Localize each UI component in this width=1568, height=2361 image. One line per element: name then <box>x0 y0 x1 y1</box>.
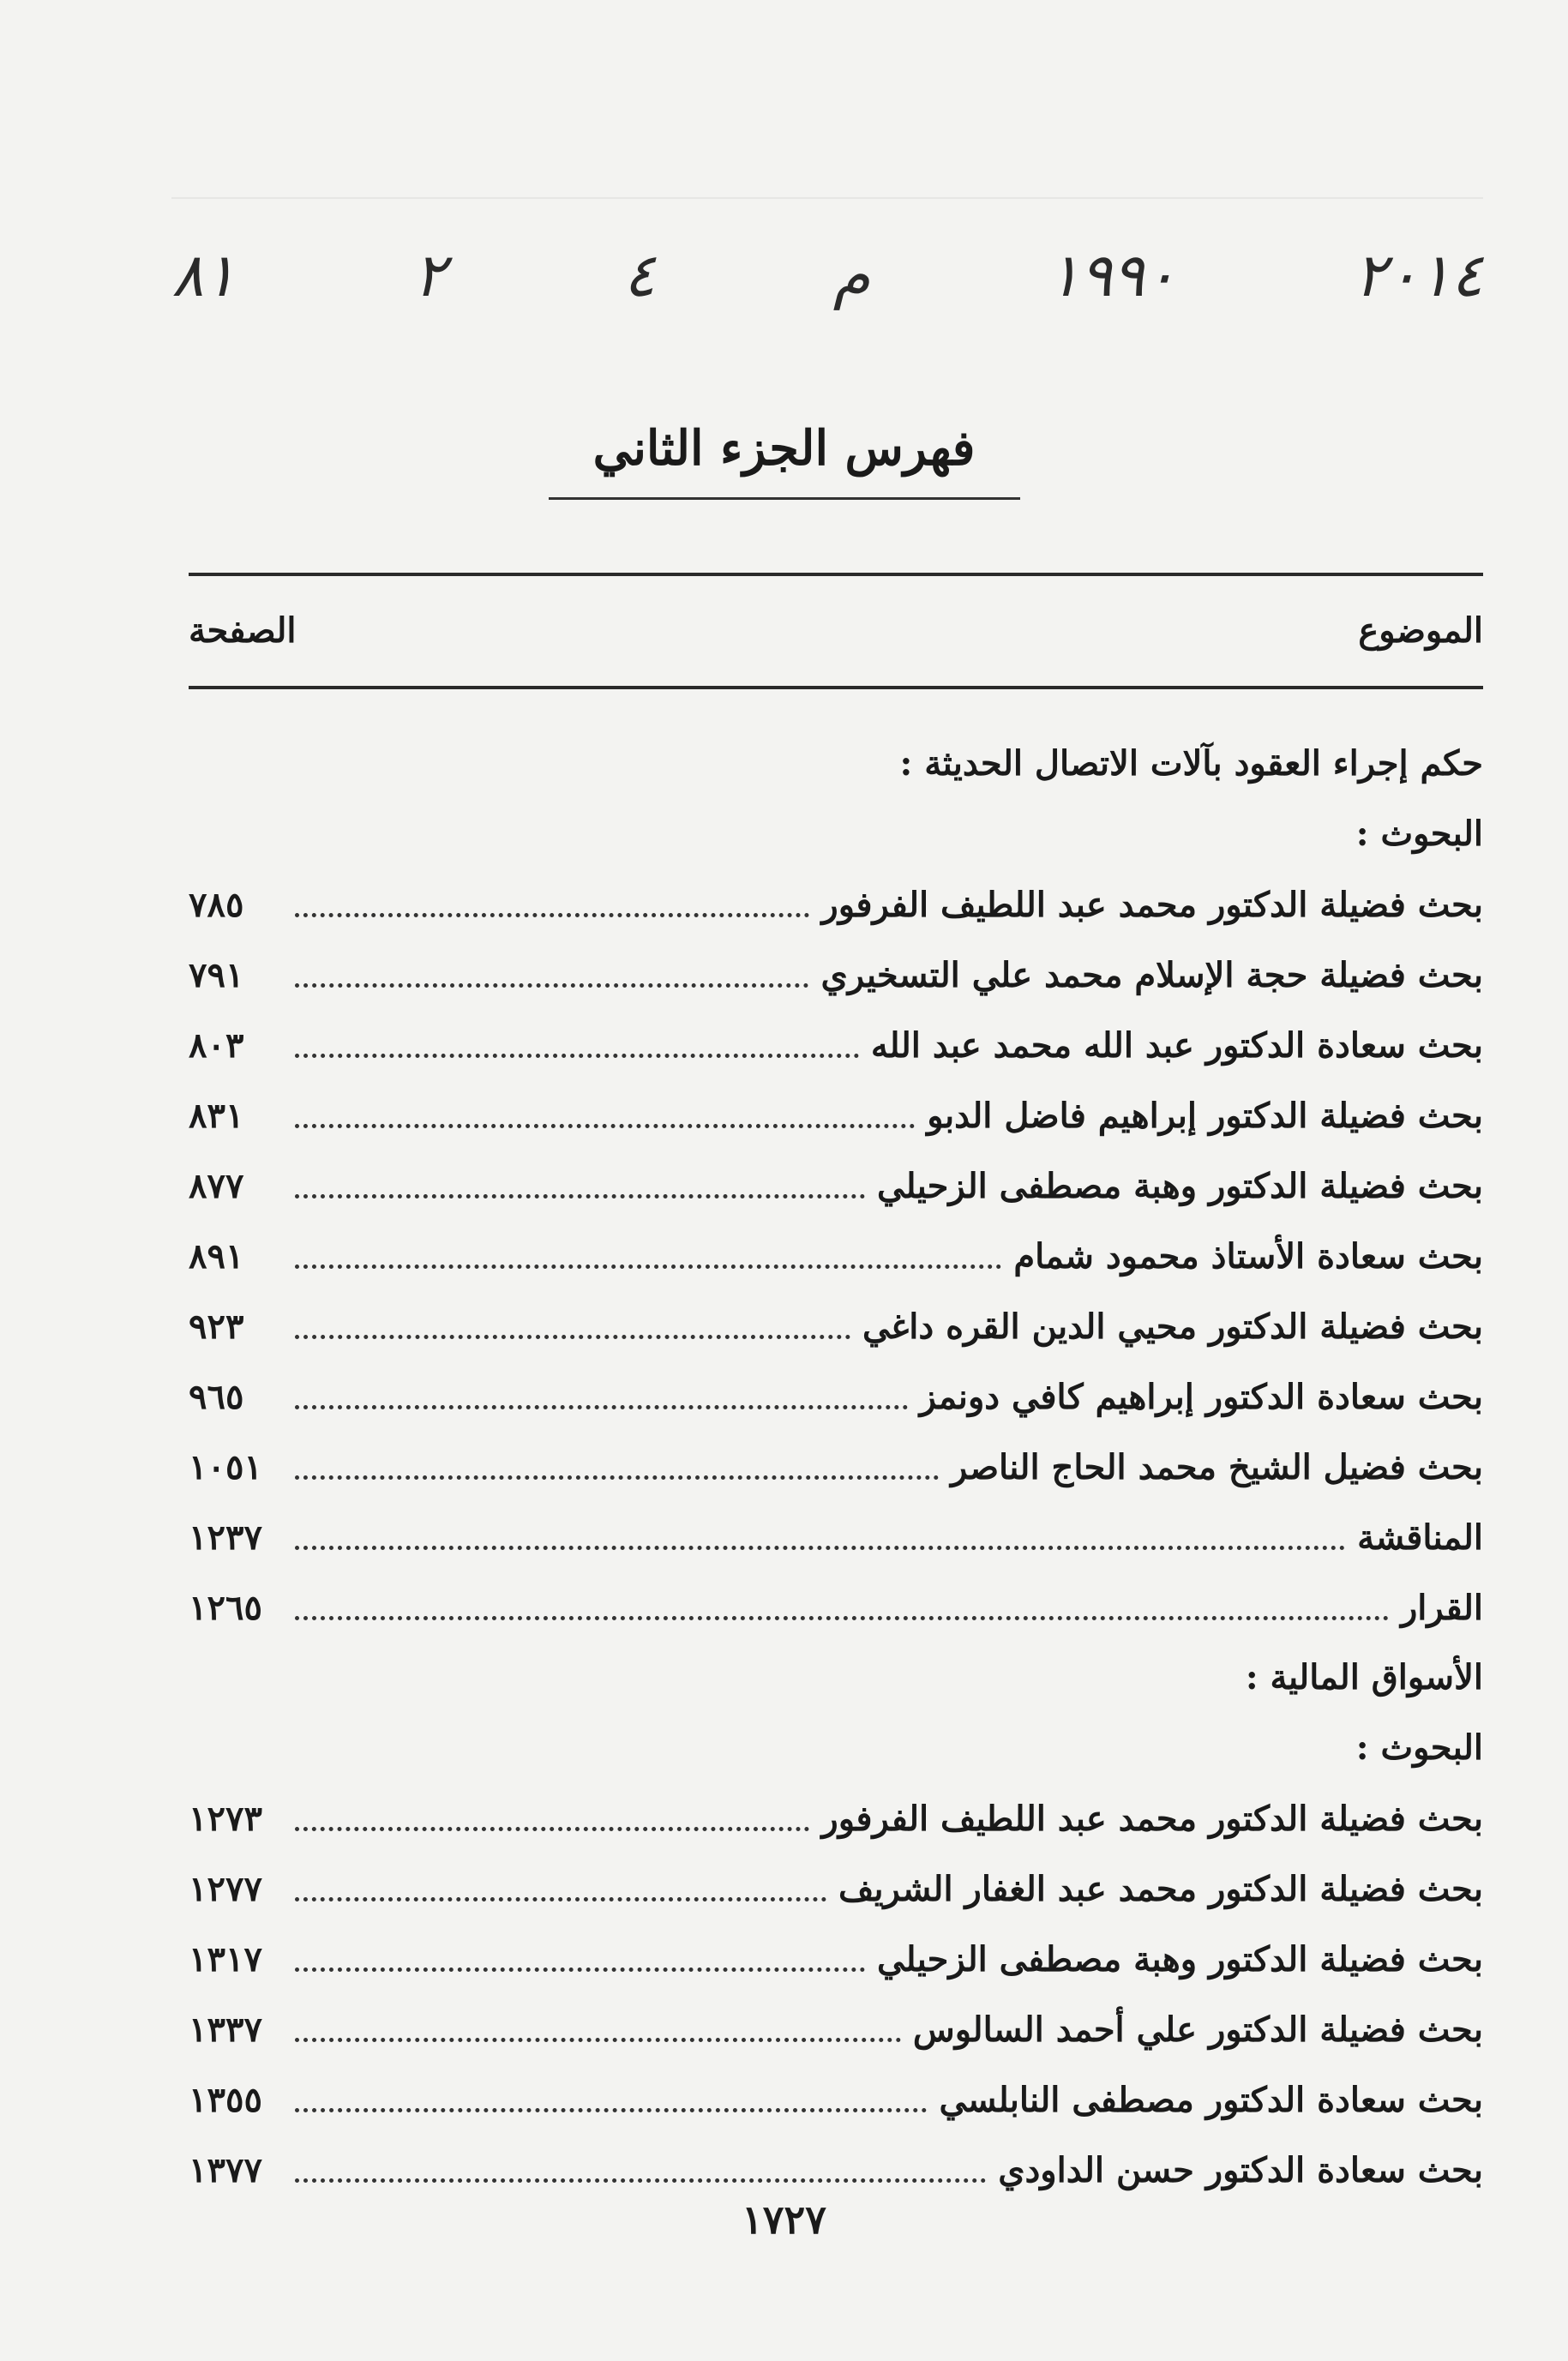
toc-entry-page: ١٢٧٣ <box>189 1798 262 1839</box>
dot-leader <box>295 2038 901 2042</box>
toc-entry <box>189 1994 1483 2064</box>
toc-entry-title: بحث سعادة الدكتور مصطفى النابلسي <box>939 2079 1483 2120</box>
section-heading: الأسواق المالية : <box>1245 1657 1483 1697</box>
toc-entry <box>189 1150 1483 1221</box>
page-column-header: الصفحة <box>189 610 297 651</box>
toc-entry-page: ٨٩١ <box>189 1235 244 1277</box>
handwritten-note-part: ٨١ <box>171 240 237 310</box>
handwritten-note-part: ١٩٩٠ <box>1048 240 1177 310</box>
toc-entry-page: ١٣١٧ <box>189 1938 262 1980</box>
dot-leader <box>295 1827 809 1831</box>
toc-entry-title: بحث فضيل الشيخ محمد الحاج الناصر <box>951 1446 1483 1487</box>
toc-entry-page: ١٢٣٧ <box>189 1517 262 1558</box>
toc-entry <box>189 869 1483 940</box>
section-subheading: البحوث : <box>1355 814 1483 854</box>
toc-entry-title: بحث سعادة الأستاذ محمود شمام <box>1013 1235 1483 1277</box>
handwritten-note-part: ٢٠١٤ <box>1354 240 1483 310</box>
dot-leader <box>295 913 809 917</box>
toc-entry-page: ١٣٥٥ <box>189 2079 262 2120</box>
toc-entry-title: بحث فضيلة الدكتور محمد عبد الغفار الشريف <box>838 1868 1483 1909</box>
toc-entry-page: ٨٣١ <box>189 1095 244 1136</box>
toc-entry-page: ١٠٥١ <box>189 1446 262 1487</box>
toc-entry-title: بحث فضيلة الدكتور محيي الدين القره داغي <box>862 1306 1483 1347</box>
toc-entry <box>189 2135 1483 2205</box>
toc-entry-title: بحث فضيلة حجة الإسلام محمد علي التسخيري <box>820 954 1483 995</box>
page-number: ١٧٢٧ <box>742 2196 826 2243</box>
section-subheading: البحوث : <box>1355 1727 1483 1768</box>
dot-leader <box>295 1405 908 1409</box>
toc-entry-page: ١٣٧٧ <box>189 2149 262 2190</box>
toc-entry-title: بحث فضيلة الدكتور محمد عبد اللطيف الفرفور <box>821 1798 1483 1839</box>
dot-leader <box>295 1616 1389 1620</box>
toc-entry-title: بحث فضيلة الدكتور علي أحمد السالوس <box>912 2009 1483 2050</box>
toc-entry-title: بحث سعادة الدكتور حسن الداودي <box>998 2149 1483 2190</box>
handwritten-note-part: ٤ <box>623 240 656 310</box>
toc-entry <box>189 1924 1483 1994</box>
dot-leader <box>295 1265 1001 1269</box>
toc-entry <box>189 1502 1483 1572</box>
dot-leader <box>295 1968 865 1972</box>
dot-leader <box>295 2178 986 2183</box>
toc-entry <box>189 1291 1483 1361</box>
toc-entry-page: ٨٠٣ <box>189 1024 244 1066</box>
title-underline <box>549 497 1020 500</box>
toc-entry <box>189 1572 1483 1643</box>
toc-entry-title: بحث سعادة الدكتور إبراهيم كافي دونمز <box>919 1376 1483 1417</box>
toc-entry-page: ١٢٧٧ <box>189 1868 262 1909</box>
handwritten-note-part: م <box>832 240 871 310</box>
topic-column-header: الموضوع <box>1358 610 1483 651</box>
toc-entry <box>189 1080 1483 1150</box>
page-title: فهرس الجزء الثاني <box>592 420 976 477</box>
toc-entry-title: المناقشة <box>1357 1517 1483 1558</box>
toc-entry-title: بحث سعادة الدكتور عبد الله محمد عبد الله <box>870 1024 1483 1066</box>
dot-leader <box>295 983 808 988</box>
toc-entry <box>189 1010 1483 1080</box>
toc-entry <box>189 940 1483 1010</box>
toc-entry-page: ٩٦٥ <box>189 1376 244 1417</box>
toc-content <box>189 729 1483 2205</box>
toc-entry-page: ٧٨٥ <box>189 884 244 925</box>
toc-entry <box>189 1221 1483 1291</box>
toc-entry <box>189 1361 1483 1432</box>
toc-entry-page: ١٢٦٥ <box>189 1587 262 1628</box>
toc-entry-page: ٨٧٧ <box>189 1165 244 1206</box>
dot-leader <box>295 1546 1345 1550</box>
toc-entry <box>189 2064 1483 2135</box>
toc-entry <box>189 1432 1483 1502</box>
handwritten-note <box>171 240 1483 310</box>
header-top-rule <box>189 573 1483 576</box>
toc-entry-title: بحث فضيلة الدكتور إبراهيم فاضل الدبو <box>927 1095 1483 1136</box>
header-bottom-rule <box>189 686 1483 689</box>
dot-leader <box>295 1335 850 1339</box>
table-header <box>189 600 1483 660</box>
dot-leader <box>295 1475 939 1480</box>
handwritten-note-part: ٢ <box>413 240 446 310</box>
dot-leader <box>295 1194 865 1199</box>
bleed-through-line <box>171 197 1483 199</box>
dot-leader <box>295 2108 927 2112</box>
toc-entry <box>189 1783 1483 1853</box>
toc-entry-title: بحث فضيلة الدكتور وهبة مصطفى الزحيلي <box>877 1938 1483 1980</box>
toc-entry-title: بحث فضيلة الدكتور وهبة مصطفى الزحيلي <box>877 1165 1483 1206</box>
toc-entry-page: ٩٢٣ <box>189 1306 244 1347</box>
section-heading: حكم إجراء العقود بآلات الاتصال الحديثة : <box>899 743 1483 784</box>
toc-entry-page: ١٣٣٧ <box>189 2009 262 2050</box>
toc-entry-page: ٧٩١ <box>189 954 244 995</box>
dot-leader <box>295 1054 859 1058</box>
dot-leader <box>295 1897 826 1901</box>
dot-leader <box>295 1124 915 1128</box>
toc-entry <box>189 1853 1483 1924</box>
toc-entry-title: بحث فضيلة الدكتور محمد عبد اللطيف الفرفور <box>821 884 1483 925</box>
toc-entry-title: القرار <box>1400 1587 1483 1628</box>
